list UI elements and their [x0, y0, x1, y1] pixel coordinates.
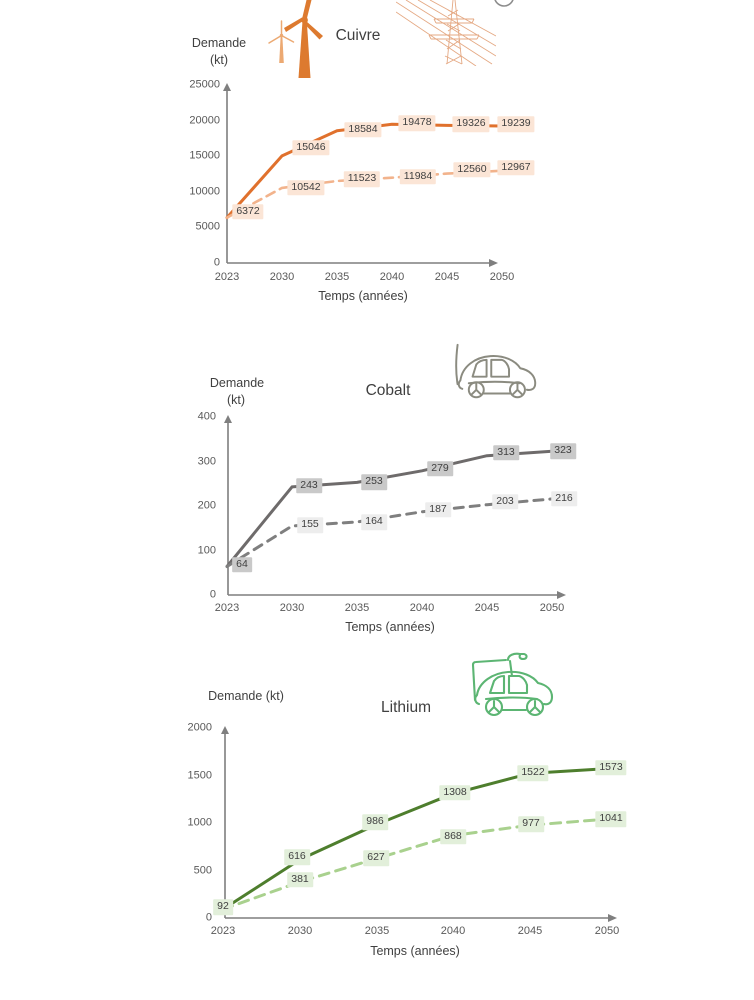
x-tick-label: 2050 [594, 925, 620, 937]
value-label: 1041 [595, 811, 626, 827]
value-label: 1573 [595, 760, 626, 776]
y-tick-label: 0 [213, 256, 220, 269]
y-axis-label-cobalt-line2: (kt) [226, 393, 246, 407]
value-label: 11984 [400, 169, 436, 185]
x-axis-arrow [608, 914, 617, 922]
x-tick-label: 2040 [379, 271, 405, 283]
value-label: 10542 [287, 180, 324, 196]
x-tick-label: 2030 [269, 271, 295, 283]
value-label: 187 [425, 502, 451, 518]
value-label: 64 [232, 557, 252, 573]
value-label: 627 [363, 851, 389, 867]
y-axis-arrow [224, 415, 232, 423]
value-label: 1308 [439, 785, 470, 801]
y-axis-label-cuivre-line2: (kt) [209, 53, 229, 67]
x-tick-label: 2050 [539, 602, 565, 614]
x-tick-label: 2035 [364, 925, 390, 937]
series-line-dashed [223, 819, 607, 909]
value-label: 92 [213, 899, 233, 915]
value-label: 313 [493, 445, 519, 461]
chart-title-cobalt: Cobalt [365, 382, 411, 399]
y-tick-label: 400 [197, 410, 216, 423]
value-label: 19326 [452, 117, 489, 133]
value-label: 243 [296, 478, 322, 494]
value-label: 203 [492, 494, 518, 510]
y-axis-label-cuivre-line1: Demande [191, 36, 247, 50]
x-axis-arrow [557, 591, 566, 599]
y-tick-label: 0 [209, 588, 216, 601]
x-axis-title-cobalt: Temps (années) [345, 620, 435, 634]
chart-title-lithium: Lithium [381, 699, 431, 716]
y-axis-label-cobalt-line1: Demande [209, 376, 265, 390]
chart-title-cuivre: Cuivre [335, 27, 381, 44]
y-tick-label: 2000 [187, 721, 212, 734]
x-tick-label: 2035 [324, 271, 350, 283]
y-tick-label: 15000 [189, 149, 220, 162]
value-label: 6372 [232, 204, 263, 220]
y-axis-arrow [223, 83, 231, 91]
x-tick-label: 2023 [214, 602, 240, 614]
y-tick-label: 200 [197, 499, 216, 512]
x-tick-label: 2040 [409, 602, 435, 614]
y-tick-label: 1500 [187, 769, 212, 781]
x-tick-label: 2023 [210, 925, 236, 937]
value-label: 155 [297, 517, 323, 533]
y-tick-label: 1000 [187, 816, 212, 829]
value-label: 12967 [497, 160, 534, 176]
x-tick-label: 2050 [489, 271, 515, 283]
x-axis-title-lithium: Temps (années) [370, 944, 460, 958]
value-label: 977 [518, 816, 544, 832]
x-tick-label: 2040 [440, 925, 466, 937]
x-axis-title-cuivre: Temps (années) [318, 289, 408, 303]
x-axis-arrow [489, 259, 498, 267]
value-label: 381 [287, 872, 313, 888]
y-tick-label: 5000 [195, 220, 220, 233]
value-label: 19239 [497, 116, 534, 132]
x-tick-label: 2045 [434, 271, 460, 283]
value-label: 11523 [344, 171, 380, 187]
y-tick-label: 100 [197, 544, 216, 556]
y-tick-label: 300 [197, 455, 216, 467]
y-tick-label: 0 [205, 911, 212, 924]
x-tick-label: 2023 [214, 271, 240, 283]
x-tick-label: 2035 [344, 602, 370, 614]
value-label: 868 [440, 829, 466, 845]
y-tick-label: 20000 [189, 114, 220, 127]
value-label: 1522 [517, 766, 548, 782]
x-tick-label: 2030 [287, 925, 313, 937]
y-axis-arrow [221, 726, 229, 734]
value-label: 616 [284, 850, 310, 866]
value-label: 15046 [292, 140, 329, 156]
value-label: 18584 [344, 122, 381, 138]
value-label: 279 [427, 461, 453, 477]
value-label: 216 [551, 491, 577, 507]
value-label: 253 [361, 475, 387, 491]
x-tick-label: 2045 [474, 602, 500, 614]
value-label: 986 [362, 815, 388, 831]
value-label: 19478 [398, 116, 435, 132]
value-label: 323 [550, 443, 576, 459]
y-tick-label: 10000 [189, 185, 220, 198]
y-axis-label-lithium: Demande (kt) [208, 689, 284, 703]
y-tick-label: 500 [193, 864, 212, 876]
x-tick-label: 2045 [517, 925, 543, 937]
y-tick-label: 25000 [189, 78, 220, 91]
value-label: 12560 [453, 162, 490, 178]
value-label: 164 [361, 514, 387, 530]
x-tick-label: 2030 [279, 602, 305, 614]
